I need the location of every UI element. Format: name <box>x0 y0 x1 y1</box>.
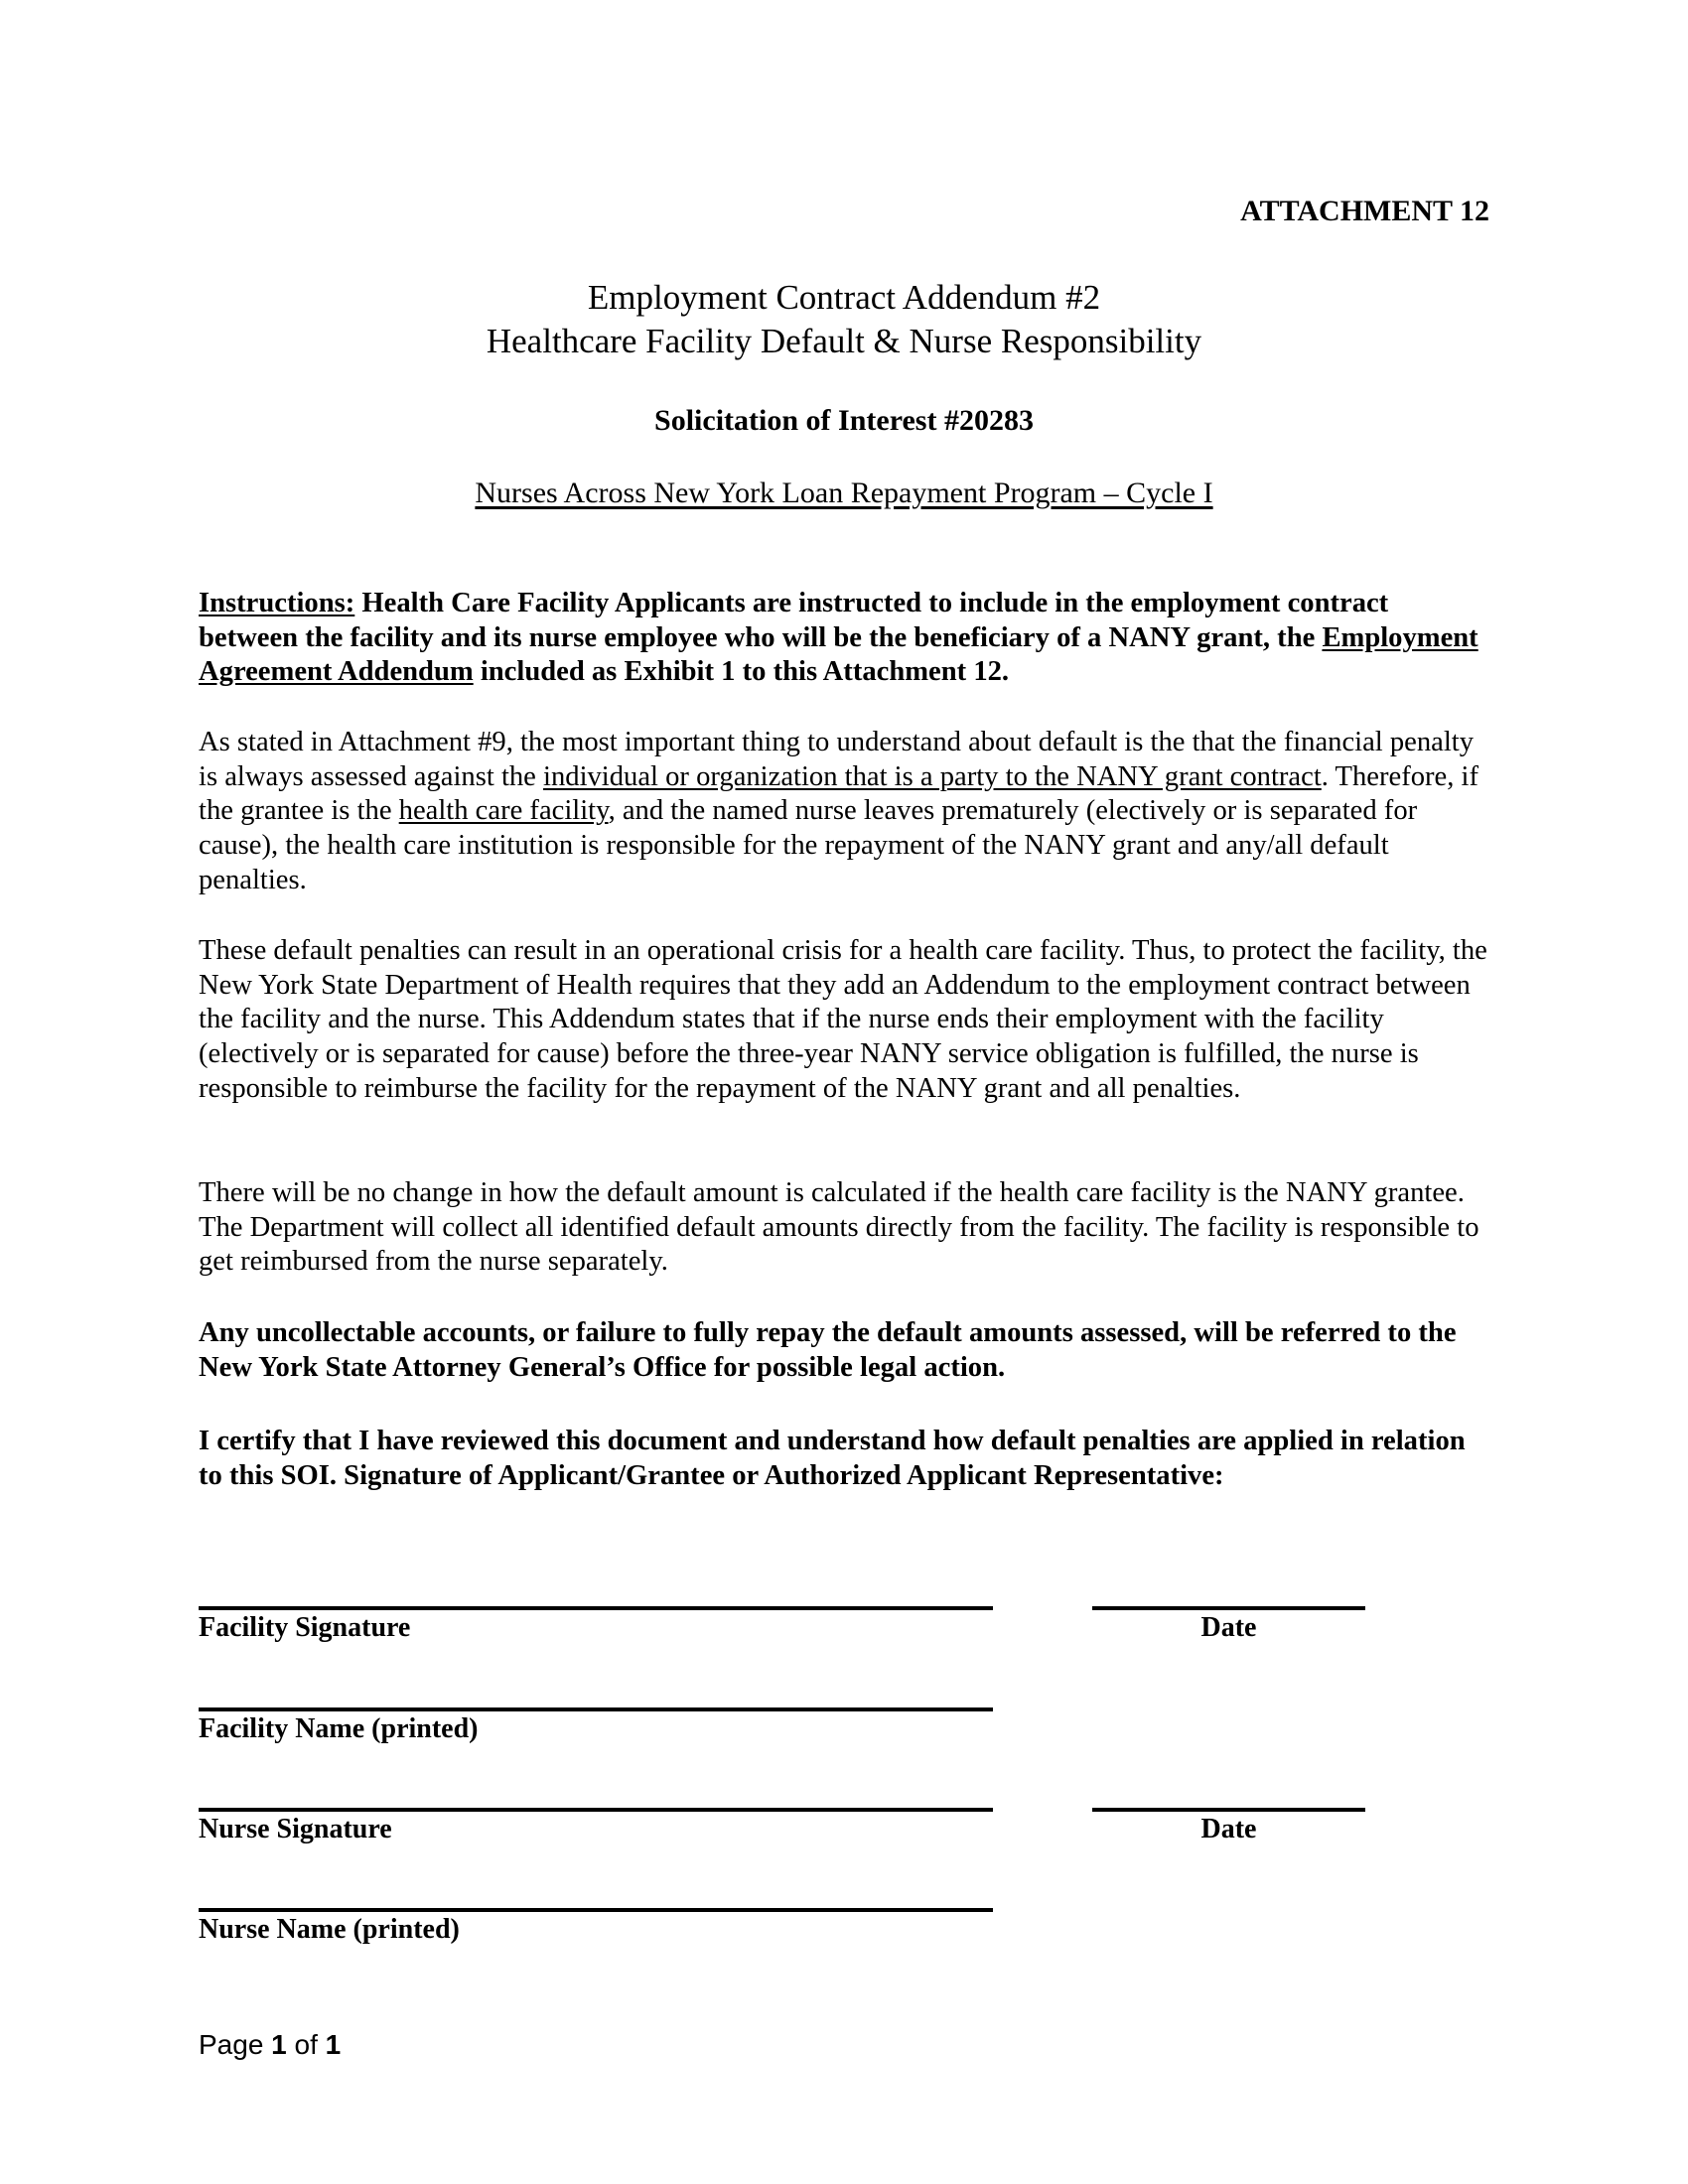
paragraph1-underlined-party: individual or organization that is a party to the NANY grant contract <box>543 760 1322 792</box>
nurse-signature-label: Nurse Signature <box>199 1814 392 1844</box>
paragraph1-text-a: As stated in Attachment #9, the most important thing to understand about default is the that the financial penalty is always assessed against the <box>199 727 1475 792</box>
program-name-text: Nurses Across New York Loan Repayment Program – Cycle I <box>475 477 1213 509</box>
nurse-date-line[interactable] <box>1092 1808 1365 1812</box>
employment-agreement-addendum-reference: Employment Agreement Addendum <box>199 621 1478 688</box>
paragraph1-text-b: . Therefore, if the grantee is the <box>199 760 1479 827</box>
page-word: Page <box>199 2029 272 2060</box>
facility-signature-line[interactable] <box>199 1606 993 1610</box>
legal-action-warning: Any uncollectable accounts, or failure to fully repay the default amounts assessed, will be referred to the New York State Attorney General’s Office for possible legal action. <box>199 1317 1457 1383</box>
default-calculation-paragraph: There will be no change in how the default amount is calculated if the health care facility is the NANY grantee. The Department will collect all identified default amounts directly from the facility. The facility is responsible to get reimbursed from the nurse separately. <box>199 1177 1479 1278</box>
page-number <box>199 2029 341 2061</box>
facility-name-line[interactable] <box>199 1707 993 1711</box>
instructions-text-b: included as Exhibit 1 to this Attachment 12. <box>473 656 1010 688</box>
facility-name-label: Facility Name (printed) <box>199 1713 479 1744</box>
of-word: of <box>286 2029 326 2060</box>
paragraph1-underlined-facility: health care facility <box>398 795 609 827</box>
addendum-requirement-paragraph: These default penalties can result in an operational crisis for a health care facility. Thus, to protect the facility, the New York State Department of Health requires that they add an Addendum to the employment contract between the facility and the nurse. This Addendum states that if the nurse ends their employment with the facility (electively or is separated for cause) before the three-year NANY service obligation is fulfilled, the nurse is responsible to reimburse the facility for the repayment of the NANY grant and all penalties. <box>199 935 1487 1104</box>
paragraph1-text-c: , and the named nurse leaves prematurely (electively or is separated for cause), the health care institution is responsible for the repayment of the NANY grant and any/all default penalties. <box>199 795 1418 895</box>
certification-statement: I certify that I have reviewed this document and understand how default penalties are applied in relation to this SOI. Signature of Applicant/Grantee or Authorized Applicant Representative: <box>199 1426 1466 1491</box>
nurse-date-label: Date <box>1200 1814 1257 1844</box>
document-subtitle: Healthcare Facility Default & Nurse Responsibility <box>486 322 1202 360</box>
facility-signature-label: Facility Signature <box>199 1612 411 1643</box>
instructions-paragraph <box>199 587 1489 690</box>
instructions-text-a: Health Care Facility Applicants are instructed to include in the employment contract between the facility and its nurse employee who will be the beneficiary of a NANY grant, the <box>199 588 1389 653</box>
nurse-name-label: Nurse Name (printed) <box>199 1914 460 1945</box>
nurse-name-line[interactable] <box>199 1908 993 1912</box>
facility-date-line[interactable] <box>1092 1606 1365 1610</box>
current-page: 1 <box>271 2029 287 2060</box>
default-explanation-paragraph <box>199 726 1489 898</box>
facility-date-label: Date <box>1200 1612 1257 1643</box>
document-title: Employment Contract Addendum #2 <box>587 278 1101 317</box>
attachment-label: ATTACHMENT 12 <box>1240 195 1489 227</box>
total-pages: 1 <box>325 2029 342 2060</box>
instructions-label: Instructions: <box>199 588 355 618</box>
solicitation-number: Solicitation of Interest #20283 <box>654 404 1034 437</box>
program-name <box>0 477 1688 510</box>
nurse-signature-line[interactable] <box>199 1808 993 1812</box>
